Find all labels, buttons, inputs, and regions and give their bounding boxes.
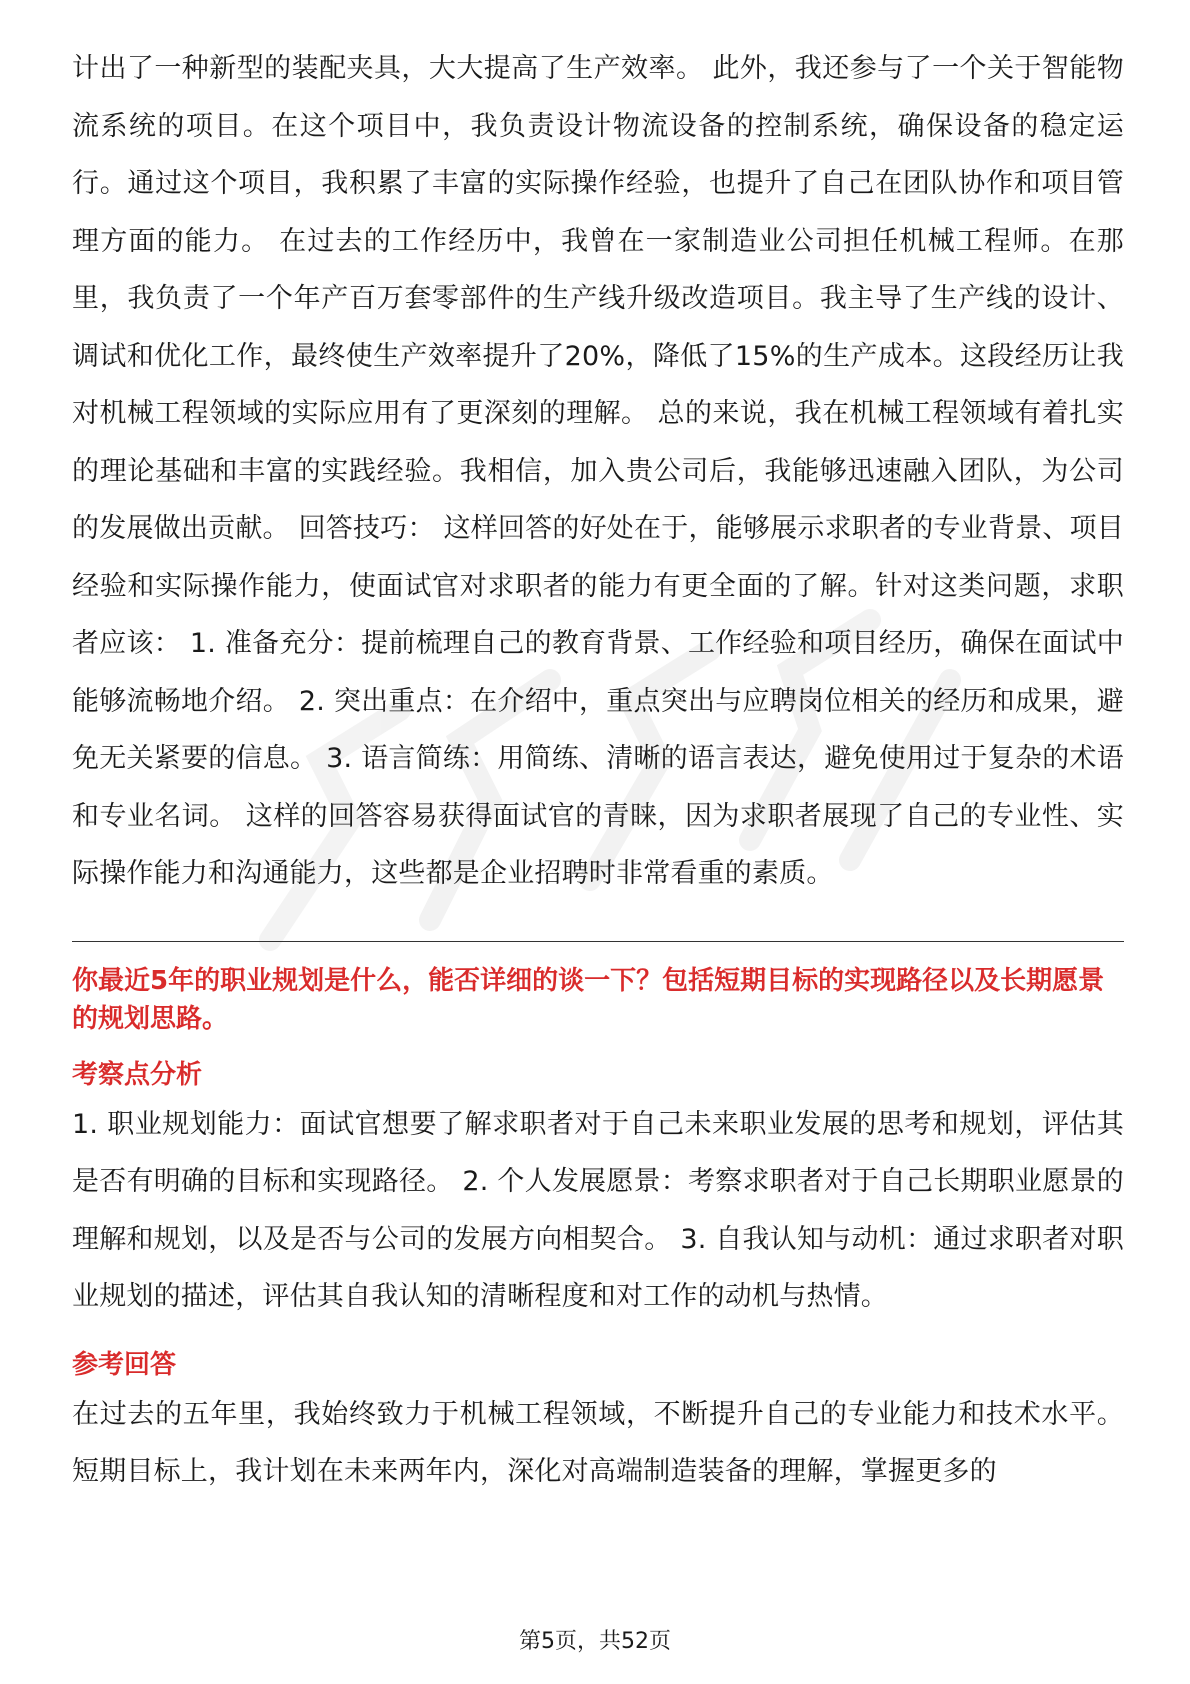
- intro-paragraph: 计出了一种新型的装配夹具，大大提高了生产效率。 此外，我还参与了一个关于智能物流系统的项目。在这个项目中，我负责设计物流设备的控制系统，确保设备的稳定运行。通过这个项目，我积累了丰富的实际操作经验，也提升了自己在团队协作和项目管理方面的能力。 在过去的工作经历中，我曾在一家制造业公司担任机械工程师。在那里，我负责了一个年产百万套零部件的生产线升级改造项目。我主导了生产线的设计、调试和优化工作，最终使生产效率提升了20%，降低了15%的生产成本。这段经历让我对机械工程领域的实际应用有了更深刻的理解。 总的来说，我在机械工程领域有着扎实的理论基础和丰富的实践经验。我相信，加入贵公司后，我能够迅速融入团队，为公司的发展做出贡献。 回答技巧： 这样回答的好处在于，能够展示求职者的专业背景、项目经验和实际操作能力，使面试官对求职者的能力有更全面的了解。针对这类问题，求职者应该： 1. 准备充分：提前梳理自己的教育背景、工作经验和项目经历，确保在面试中能够流畅地介绍。 2. 突出重点：在介绍中，重点突出与应聘岗位相关的经历和成果，避免无关紧要的信息。 3. 语言简练：用简练、清晰的语言表达，避免使用过于复杂的术语和专业名词。 这样的回答容易获得面试官的青睐，因为求职者展现了自己的专业性、实际操作能力和沟通能力，这些都是企业招聘时非常看重的素质。: [72, 53, 1124, 889]
- reference-heading: 参考回答: [72, 1349, 177, 1380]
- analysis-heading: 考察点分析: [72, 1059, 203, 1090]
- section-divider: [72, 941, 1124, 942]
- page-content: [72, 40, 1124, 1501]
- page-footer: 第5页，共52页: [519, 1629, 671, 1654]
- reference-body: 在过去的五年里，我始终致力于机械工程领域，不断提升自己的专业能力和技术水平。短期目标上，我计划在未来两年内，深化对高端制造装备的理解，掌握更多的: [72, 1398, 1124, 1487]
- question-heading: 你最近5年的职业规划是什么，能否详细的谈一下？包括短期目标的实现路径以及长期愿景的规划思路。: [72, 965, 1105, 1034]
- analysis-body: 1. 职业规划能力：面试官想要了解求职者对于自己未来职业发展的思考和规划，评估其是否有明确的目标和实现路径。 2. 个人发展愿景：考察求职者对于自己长期职业愿景的理解和规划，以及是否与公司的发展方向相契合。 3. 自我认知与动机：通过求职者对职业规划的描述，评估其自我认知的清晰程度和对工作的动机与热情。: [72, 1108, 1124, 1312]
